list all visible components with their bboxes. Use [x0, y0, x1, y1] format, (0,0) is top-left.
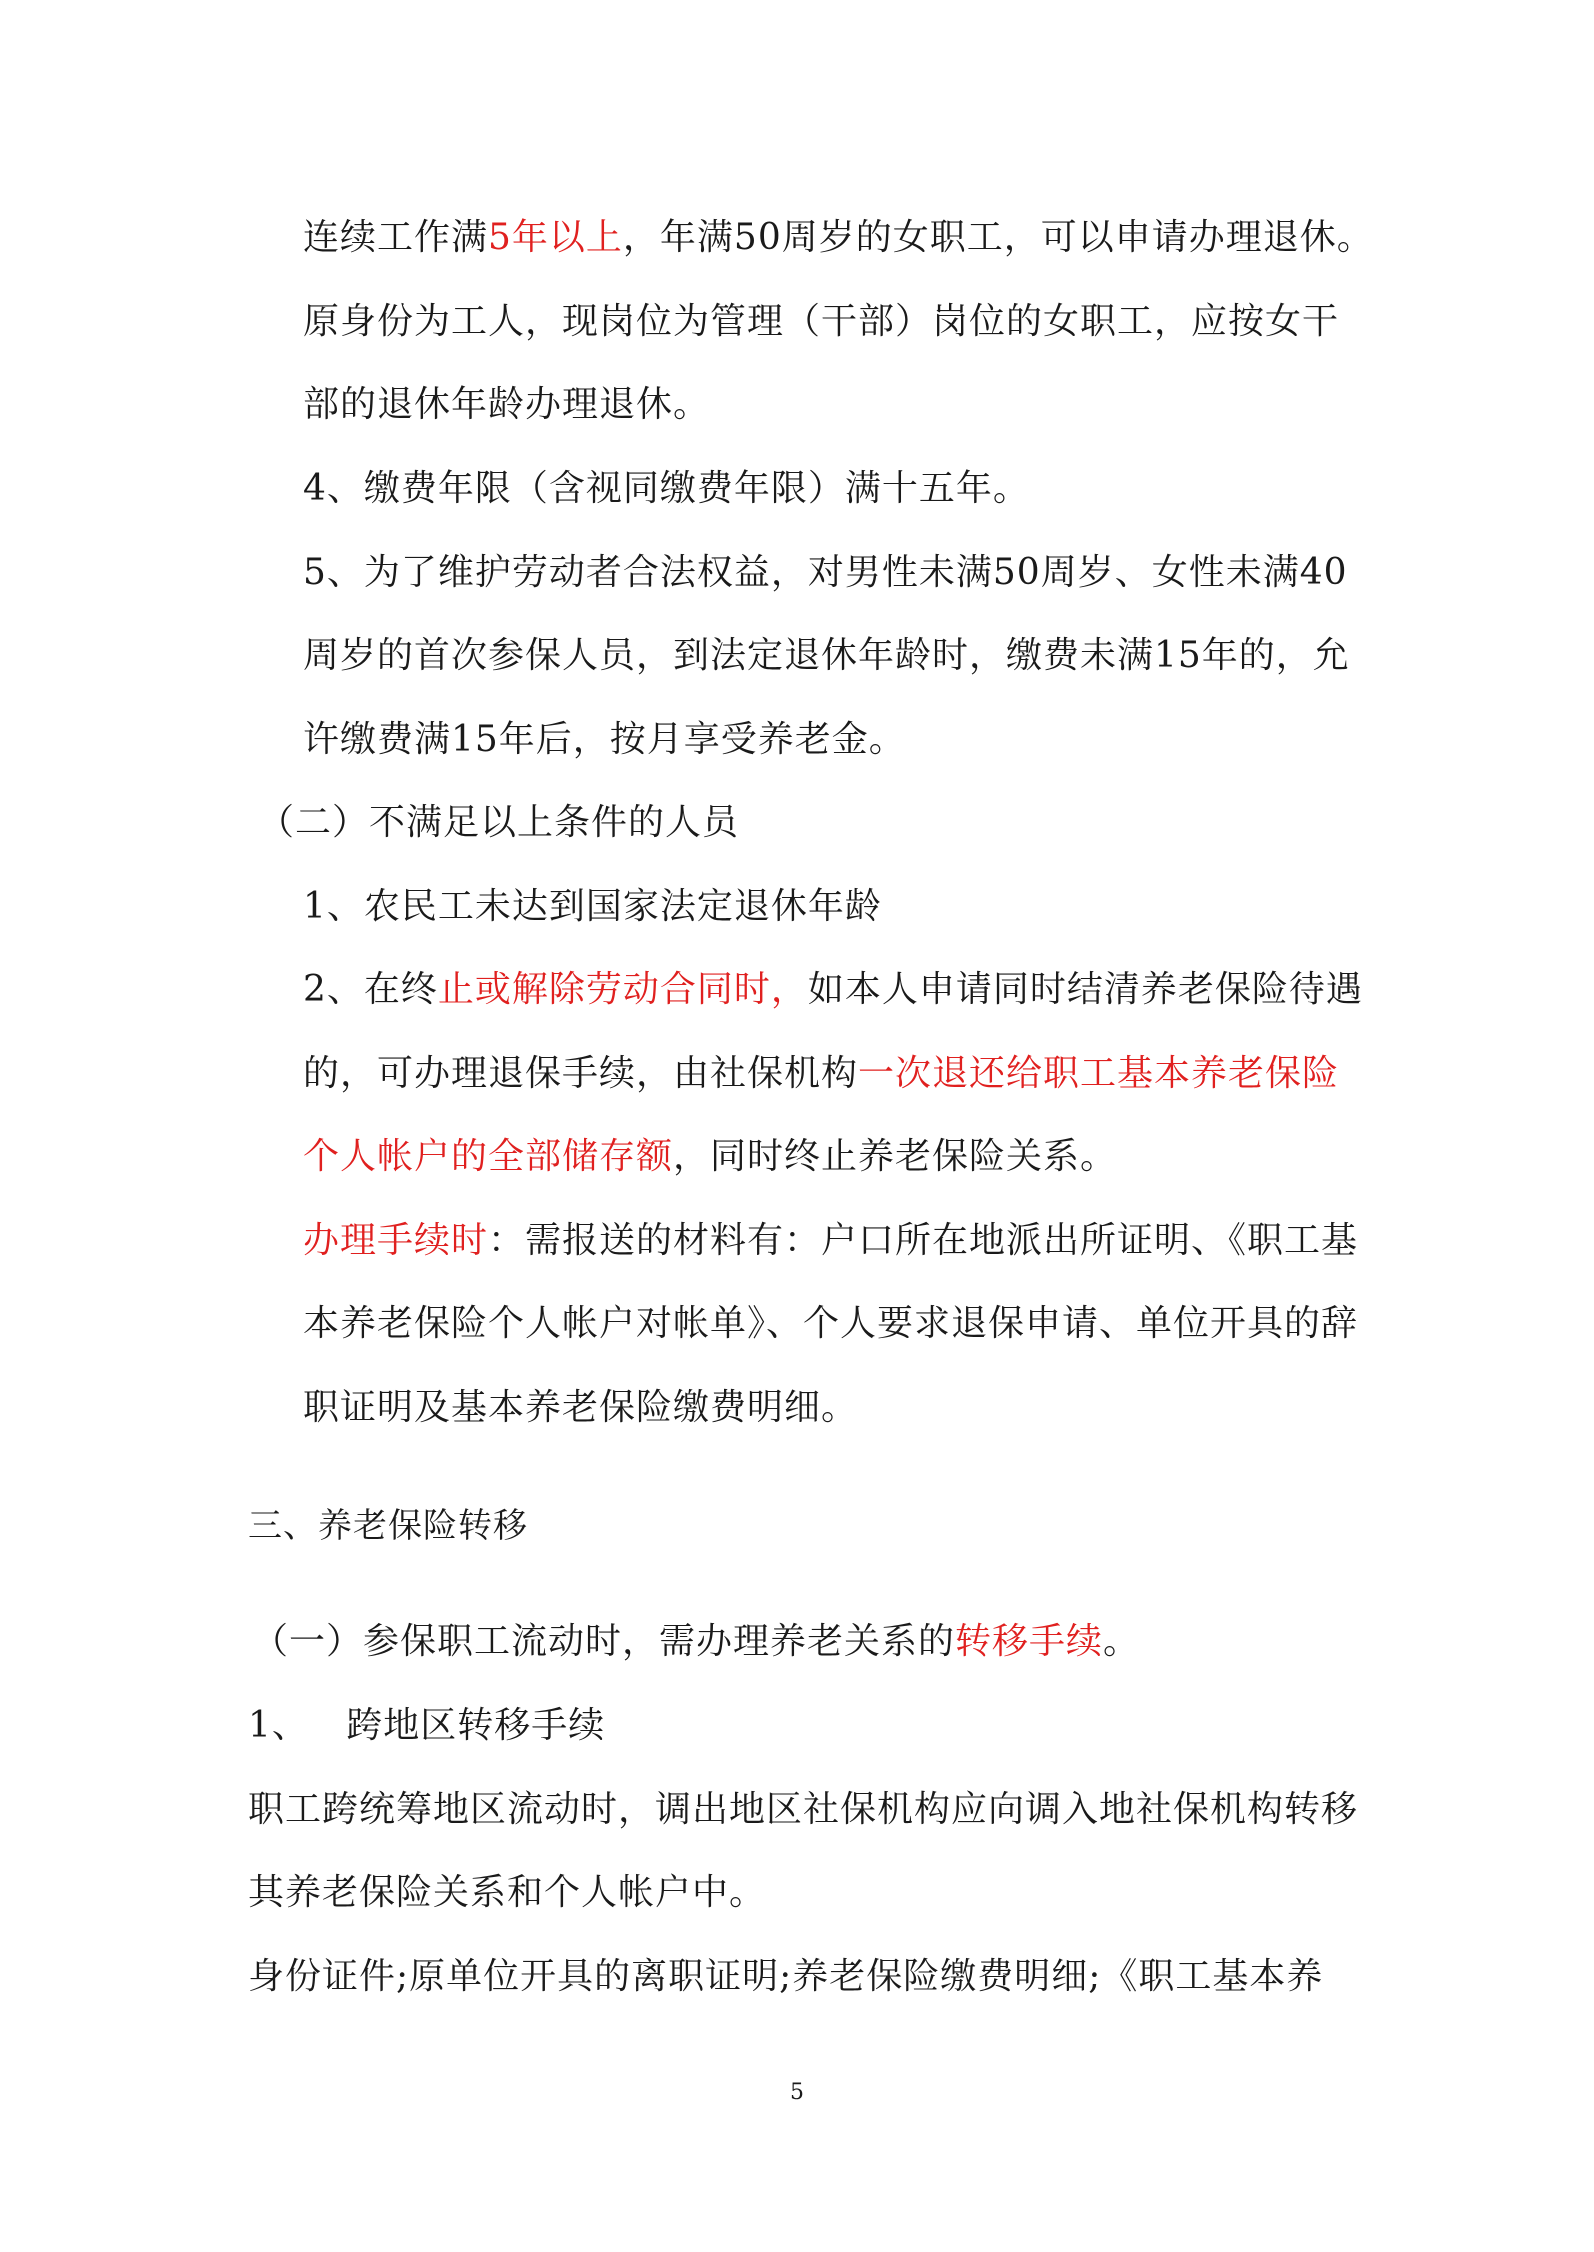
text-line — [303, 549, 1348, 597]
text-segment: 5、为了维护劳动者合法权益，对男性未满50周岁、女性未满40 — [303, 552, 1348, 593]
text-line — [303, 716, 906, 764]
text-segment: 1、 跨地区转移手续 — [248, 1705, 606, 1746]
text-segment: 如本人申请同时结清养老保险待遇 — [807, 969, 1363, 1010]
text-segment: 其养老保险关系和个人帐户中。 — [248, 1872, 767, 1913]
text-line — [303, 1217, 1358, 1265]
text-line — [303, 632, 1350, 680]
text-line — [248, 1786, 1358, 1834]
text-segment: （二）不满足以上条件的人员 — [258, 802, 740, 843]
text-segment: ，年满50周岁的女职工，可以申请办理退休。 — [622, 217, 1374, 258]
highlight-segment: 止或解除劳动合同时， — [437, 969, 808, 1010]
text-segment: ：需报送的材料有：户口所在地派出所证明、《职工基 — [488, 1220, 1359, 1261]
text-line — [303, 883, 882, 931]
text-line — [303, 1300, 1358, 1348]
heading-text: 三、养老保险转移 — [248, 1506, 528, 1546]
text-segment: （一）参保职工流动时，需办理养老关系的 — [252, 1621, 956, 1662]
text-segment: 4、缴费年限（含视同缴费年限）满十五年。 — [303, 468, 1030, 509]
text-line — [303, 1133, 1117, 1181]
text-segment: 周岁的首次参保人员，到法定退休年龄时，缴费未满15年的，允 — [303, 635, 1350, 676]
text-segment: 许缴费满15年后，按月享受养老金。 — [303, 719, 906, 760]
text-segment: 。 — [1103, 1621, 1141, 1662]
highlight-segment: 办理手续时 — [303, 1220, 489, 1261]
text-line — [252, 1618, 1140, 1666]
page-number: 5 — [790, 2080, 804, 2105]
text-segment: 原身份为工人，现岗位为管理（干部）岗位的女职工，应按女干 — [303, 301, 1340, 342]
text-segment: ，同时终止养老保险关系。 — [673, 1136, 1118, 1177]
highlight-segment: 一次退还给职工基本养老保险 — [858, 1053, 1340, 1094]
highlight-segment: 5年以上 — [488, 217, 623, 258]
text-line — [303, 465, 1030, 513]
text-segment: 2、在终 — [303, 969, 438, 1010]
text-segment: 本养老保险个人帐户对帐单》、个人要求退保申请、单位开具的辞 — [303, 1303, 1359, 1344]
text-line — [303, 298, 1339, 346]
text-segment: 的，可办理退保手续，由社保机构 — [303, 1053, 859, 1094]
text-line — [303, 966, 1363, 1014]
text-segment: 连续工作满 — [303, 217, 489, 258]
text-line — [303, 381, 710, 429]
section-heading — [248, 1502, 528, 1550]
highlight-segment: 个人帐户的全部储存额 — [303, 1136, 674, 1177]
text-segment: 1、农民工未达到国家法定退休年龄 — [303, 886, 882, 927]
text-line — [303, 1050, 1339, 1098]
highlight-segment: 转移手续 — [955, 1621, 1104, 1662]
text-segment: 身份证件;原单位开具的离职证明;养老保险缴费明细;《职工基本养 — [248, 1956, 1324, 1997]
text-line — [303, 214, 1374, 262]
text-line — [248, 1953, 1323, 2001]
text-line — [248, 1869, 766, 1917]
text-line — [303, 1384, 858, 1432]
text-line — [248, 1702, 605, 1750]
text-segment: 职证明及基本养老保险缴费明细。 — [303, 1387, 859, 1428]
text-segment: 部的退休年龄办理退休。 — [303, 384, 711, 425]
text-segment: 职工跨统筹地区流动时，调出地区社保机构应向调入地社保机构转移 — [248, 1789, 1359, 1830]
text-line — [258, 799, 739, 847]
